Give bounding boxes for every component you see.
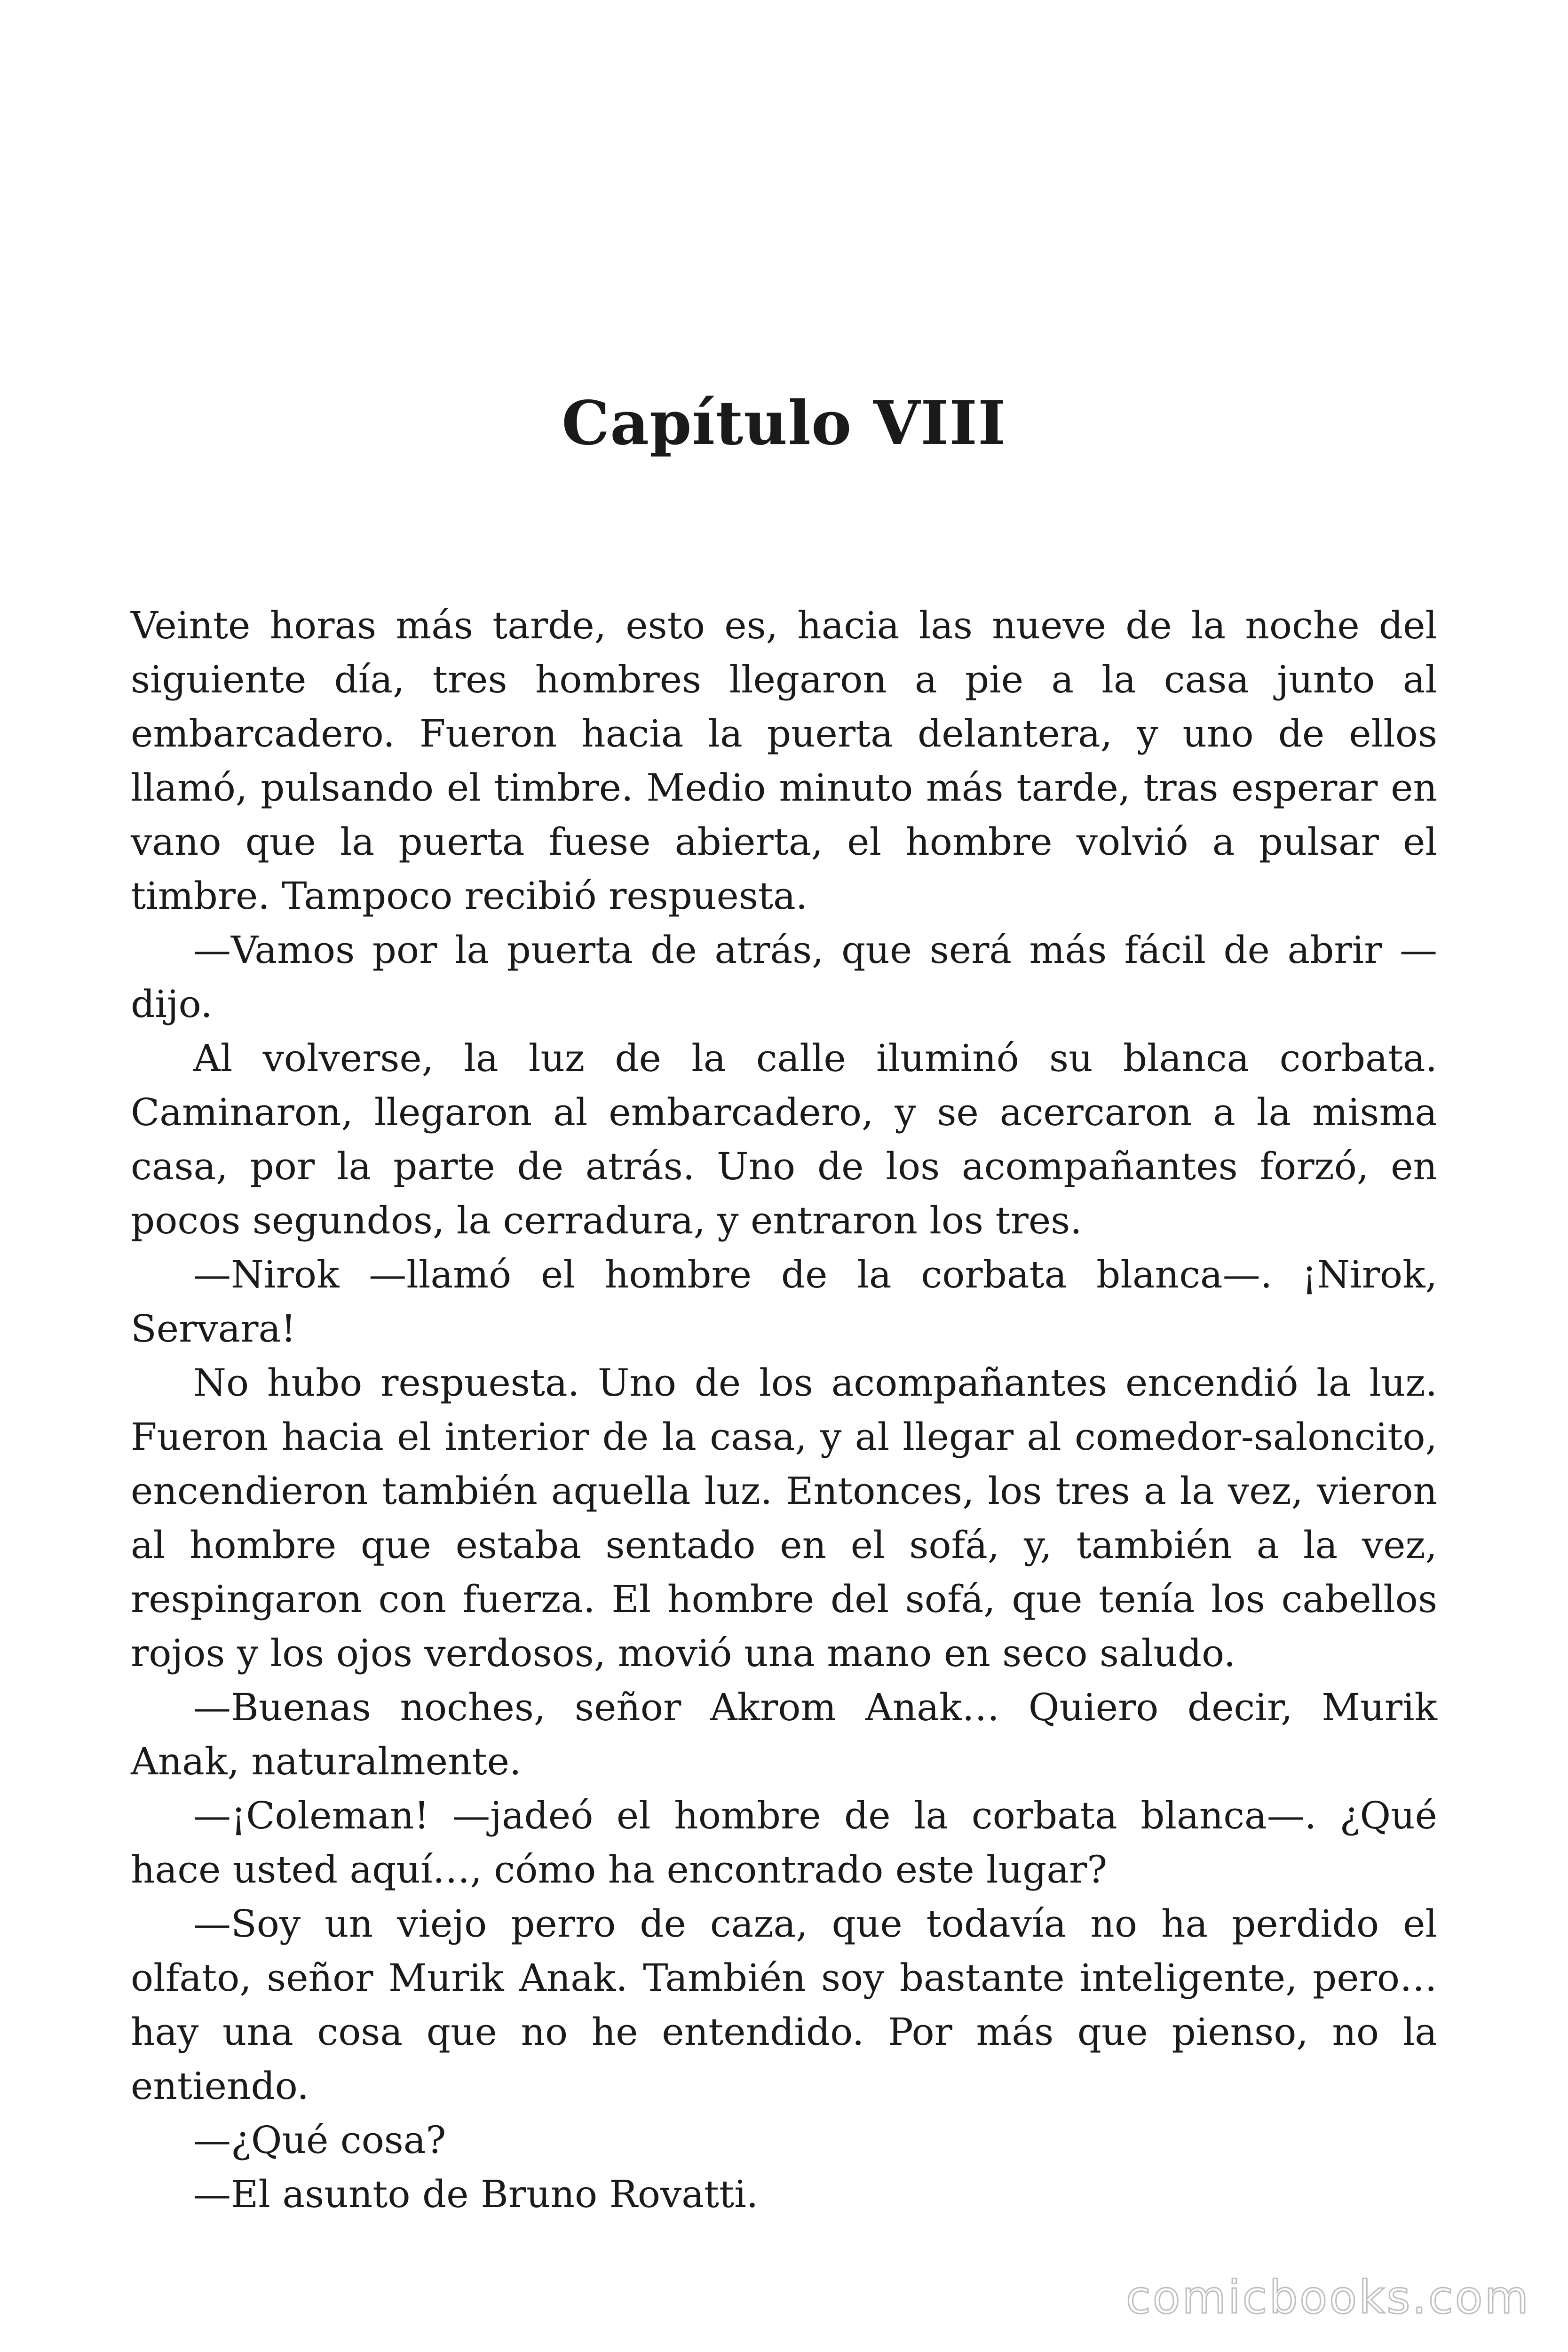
paragraph: —Vamos por la puerta de atrás, que será más fácil de abrir —dijo. bbox=[131, 928, 1437, 1026]
paragraph: —Buenas noches, señor Akrom Anak… Quiero decir, Murik Anak, naturalmente. bbox=[131, 1685, 1437, 1783]
paragraph: —Nirok —llamó el hombre de la corbata blanca—. ¡Nirok, Servara! bbox=[131, 1253, 1437, 1351]
paragraph: —El asunto de Bruno Rovatti. bbox=[193, 2172, 759, 2216]
watermark: comicbooks.com bbox=[1125, 2271, 1530, 2324]
paragraph: —Soy un viejo perro de caza, que todavía no ha perdido el olfato, señor Murik Anak. También soy bastante inteligente, pero… hay una cosa que no he entendido. Por más que pienso, no la entiendo. bbox=[131, 1902, 1437, 2108]
paragraph: Al volverse, la luz de la calle iluminó su blanca corbata. Caminaron, llegaron al embarcadero, y se acercaron a la misma casa, por la parte de atrás. Uno de los acompañantes forzó, en pocos segundos, la cerradura, y entraron los tres. bbox=[131, 1036, 1437, 1242]
paragraph: —¿Qué cosa? bbox=[193, 2118, 446, 2162]
chapter-title: Capítulo VIII bbox=[562, 388, 1006, 459]
paragraph: —¡Coleman! —jadeó el hombre de la corbata blanca—. ¿Qué hace usted aquí…, cómo ha encontrado este lugar? bbox=[131, 1794, 1437, 1891]
paragraph: No hubo respuesta. Uno de los acompañantes encendió la luz. Fueron hacia el interior de la casa, y al llegar al comedor-saloncito, encendieron también aquella luz. Entonces, los tres a la vez, vieron al hombre que estaba sentado en el sofá, y, también a la vez, respingaron con fuerza. El hombre del sofá, que tenía los cabellos rojos y los ojos verdosos, movió una mano en seco saludo. bbox=[131, 1361, 1437, 1675]
paragraph: Veinte horas más tarde, esto es, hacia las nueve de la noche del siguiente día, tres hombres llegaron a pie a la casa junto al embarcadero. Fueron hacia la puerta delantera, y uno de ellos llamó, pulsando el timbre. Medio minuto más tarde, tras esperar en vano que la puerta fuese abierta, el hombre volvió a pulsar el timbre. Tampoco recibió respuesta. bbox=[131, 604, 1437, 918]
chapter-body bbox=[131, 598, 1437, 2221]
